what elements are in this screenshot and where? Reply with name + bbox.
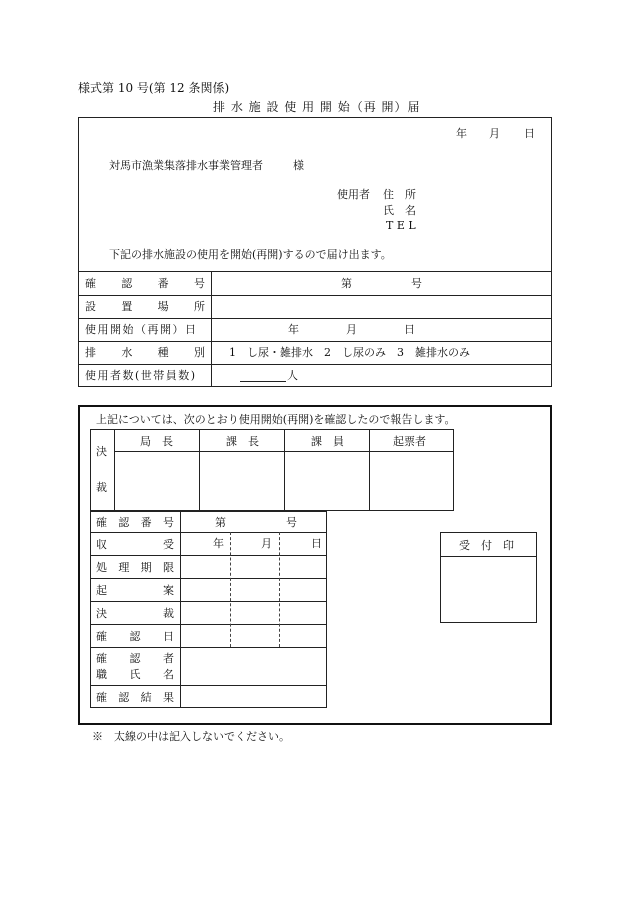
detail-label-confirm-no: 確 認 番 号 [85, 277, 205, 290]
proc-confirm-no-right: 号 [286, 516, 297, 529]
honorific: 様 [293, 159, 304, 172]
name-label: 氏 名 [383, 204, 416, 217]
detail-label-user-count: 使用者数(世帯員数) [85, 369, 197, 382]
proc-label-result: 確 認 結 果 [96, 691, 174, 704]
proc-label-confirm-no: 確 認 番 号 [96, 516, 174, 529]
approval-col-drafter: 起票者 [393, 435, 426, 448]
detail-label-drain-type: 排 水 種 別 [85, 346, 205, 359]
approval-col-section-chief: 課 長 [226, 435, 259, 448]
statement: 下記の排水施設の使用を開始(再開)するので届け出ます。 [109, 248, 392, 261]
form-number: 様式第 10 号(第 12 条関係) [78, 81, 230, 95]
date-year: 年 [456, 127, 467, 140]
proc-label-confirmer-2: 職 氏 名 [96, 668, 174, 681]
detail-drain-type-options: 1 し尿・雑排水 2 し尿のみ 3 雑排水のみ [229, 346, 470, 359]
proc-label-confirm-date: 確 認 日 [96, 630, 174, 643]
addressee: 対馬市漁業集落排水事業管理者 [109, 159, 263, 172]
detail-confirm-no-left: 第 [341, 277, 352, 290]
detail-label-location: 設 置 場 所 [85, 300, 205, 313]
proc-receipt-month: 月 [261, 537, 272, 550]
detail-user-count-unit: 人 [287, 369, 298, 382]
proc-confirm-no-left: 第 [215, 516, 226, 529]
date-day: 日 [524, 127, 535, 140]
proc-label-decision: 決 裁 [96, 607, 174, 620]
user-count-blank [240, 381, 286, 382]
proc-label-deadline: 処 理 期 限 [96, 561, 174, 574]
approval-label-1: 決 [96, 445, 107, 458]
approval-col-director: 局 長 [140, 435, 173, 448]
proc-label-draft: 起 案 [96, 584, 174, 597]
report-text: 上記については、次のとおり使用開始(再開)を確認したので報告します。 [96, 413, 456, 426]
proc-receipt-day: 日 [311, 537, 322, 550]
detail-start-month: 月 [346, 323, 357, 336]
footer-note: ※ 太線の中は記入しないでください。 [92, 730, 290, 743]
applicant-label: 使用者 [337, 188, 370, 201]
detail-label-start-date: 使用開始（再開）日 [85, 323, 198, 336]
tel-label: T E L [386, 219, 416, 232]
detail-confirm-no-right: 号 [411, 277, 422, 290]
detail-start-year: 年 [288, 323, 299, 336]
address-label: 住 所 [383, 188, 416, 201]
detail-start-day: 日 [404, 323, 415, 336]
proc-label-confirmer-1: 確 認 者 [96, 652, 174, 665]
approval-col-staff: 課 員 [311, 435, 344, 448]
reception-stamp-label: 受 付 印 [459, 539, 514, 552]
form-title: 排 水 施 設 使 用 開 始（再 開）届 [213, 100, 421, 114]
approval-label-2: 裁 [96, 481, 107, 494]
date-month: 月 [489, 127, 500, 140]
proc-receipt-year: 年 [213, 537, 224, 550]
proc-label-receipt: 収 受 [96, 538, 174, 551]
